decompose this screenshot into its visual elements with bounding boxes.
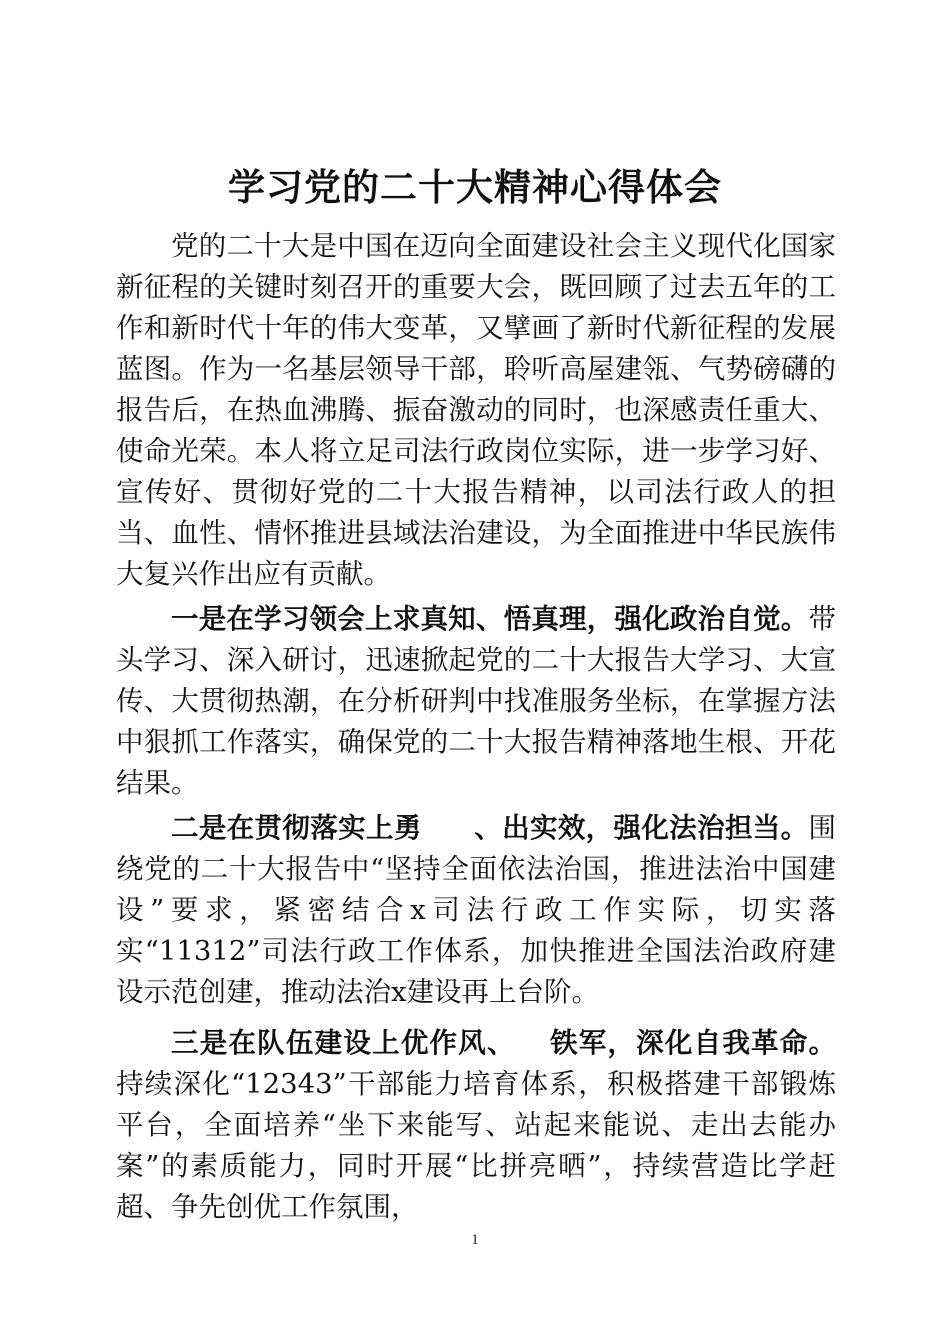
paragraph-point-three-text: 持续深化“12343”干部能力培育体系，积极搭建干部锻炼平台，全面培养“坐下来能写、站起来能说、走出去能办案”的素质能力，同时开展“比拼亮晒”，持续营造比学赶超、争先创优工作氛围， <box>116 1068 836 1223</box>
page-number: 1 <box>471 1232 479 1248</box>
paragraph-point-three <box>116 1023 836 1228</box>
paragraph-point-one-text: 带头学习、深入研讨，迅速掀起党的二十大报告大学习、大宣传、大贯彻热潮，在分析研判中找准服务坐标，在掌握方法中狠抓工作落实，确保党的二十大报告精神落地生根、开花结果。 <box>116 603 836 799</box>
paragraph-intro-text: 党的二十大是中国在迈向全面建设社会主义现代化国家新征程的关键时刻召开的重要大会，既回顾了过去五年的工作和新时代十年的伟大变革，又擘画了新时代新征程的发展蓝图。作为一名基层领导干部，聆听高屋建瓴、气势磅礴的报告后，在热血沸腾、振奋激动的同时，也深感责任重大、使命光荣。本人将立足司法行政岗位实际，进一步学习好、宣传好、贯彻好党的二十大报告精神，以司法行政人的担当、血性、情怀推进县域法治建设，为全面推进中华民族伟大复兴作出应有贡献。 <box>116 230 836 590</box>
paragraph-point-two-text: 围绕党的二十大报告中“坚持全面依法治国，推进法治中国建设”要求，紧密结合x司法行政工作实际，切实落实“11312”司法行政工作体系，加快推进全国法治政府建设示范创建，推动法治x建设再上台阶。 <box>116 812 837 1008</box>
document-title: 学习党的二十大精神心得体会 <box>228 165 722 209</box>
paragraph-point-two <box>116 808 836 1013</box>
paragraph-point-one-lead: 一是在学习领会上求真知、悟真理，强化政治自觉。 <box>171 603 809 635</box>
paragraph-intro <box>116 226 836 595</box>
paragraph-point-two-lead-a: 二是在贯彻落实上勇 <box>171 812 422 844</box>
paragraph-point-two-lead-b: 、出实效，强化法治担当。 <box>473 812 809 844</box>
paragraph-point-one <box>116 599 836 804</box>
paragraph-point-three-lead-b: 铁军，深化自我革命。 <box>548 1027 837 1059</box>
document-body <box>116 226 836 1228</box>
paragraph-point-three-lead-a: 三是在队伍建设上优作风、 <box>171 1027 516 1059</box>
